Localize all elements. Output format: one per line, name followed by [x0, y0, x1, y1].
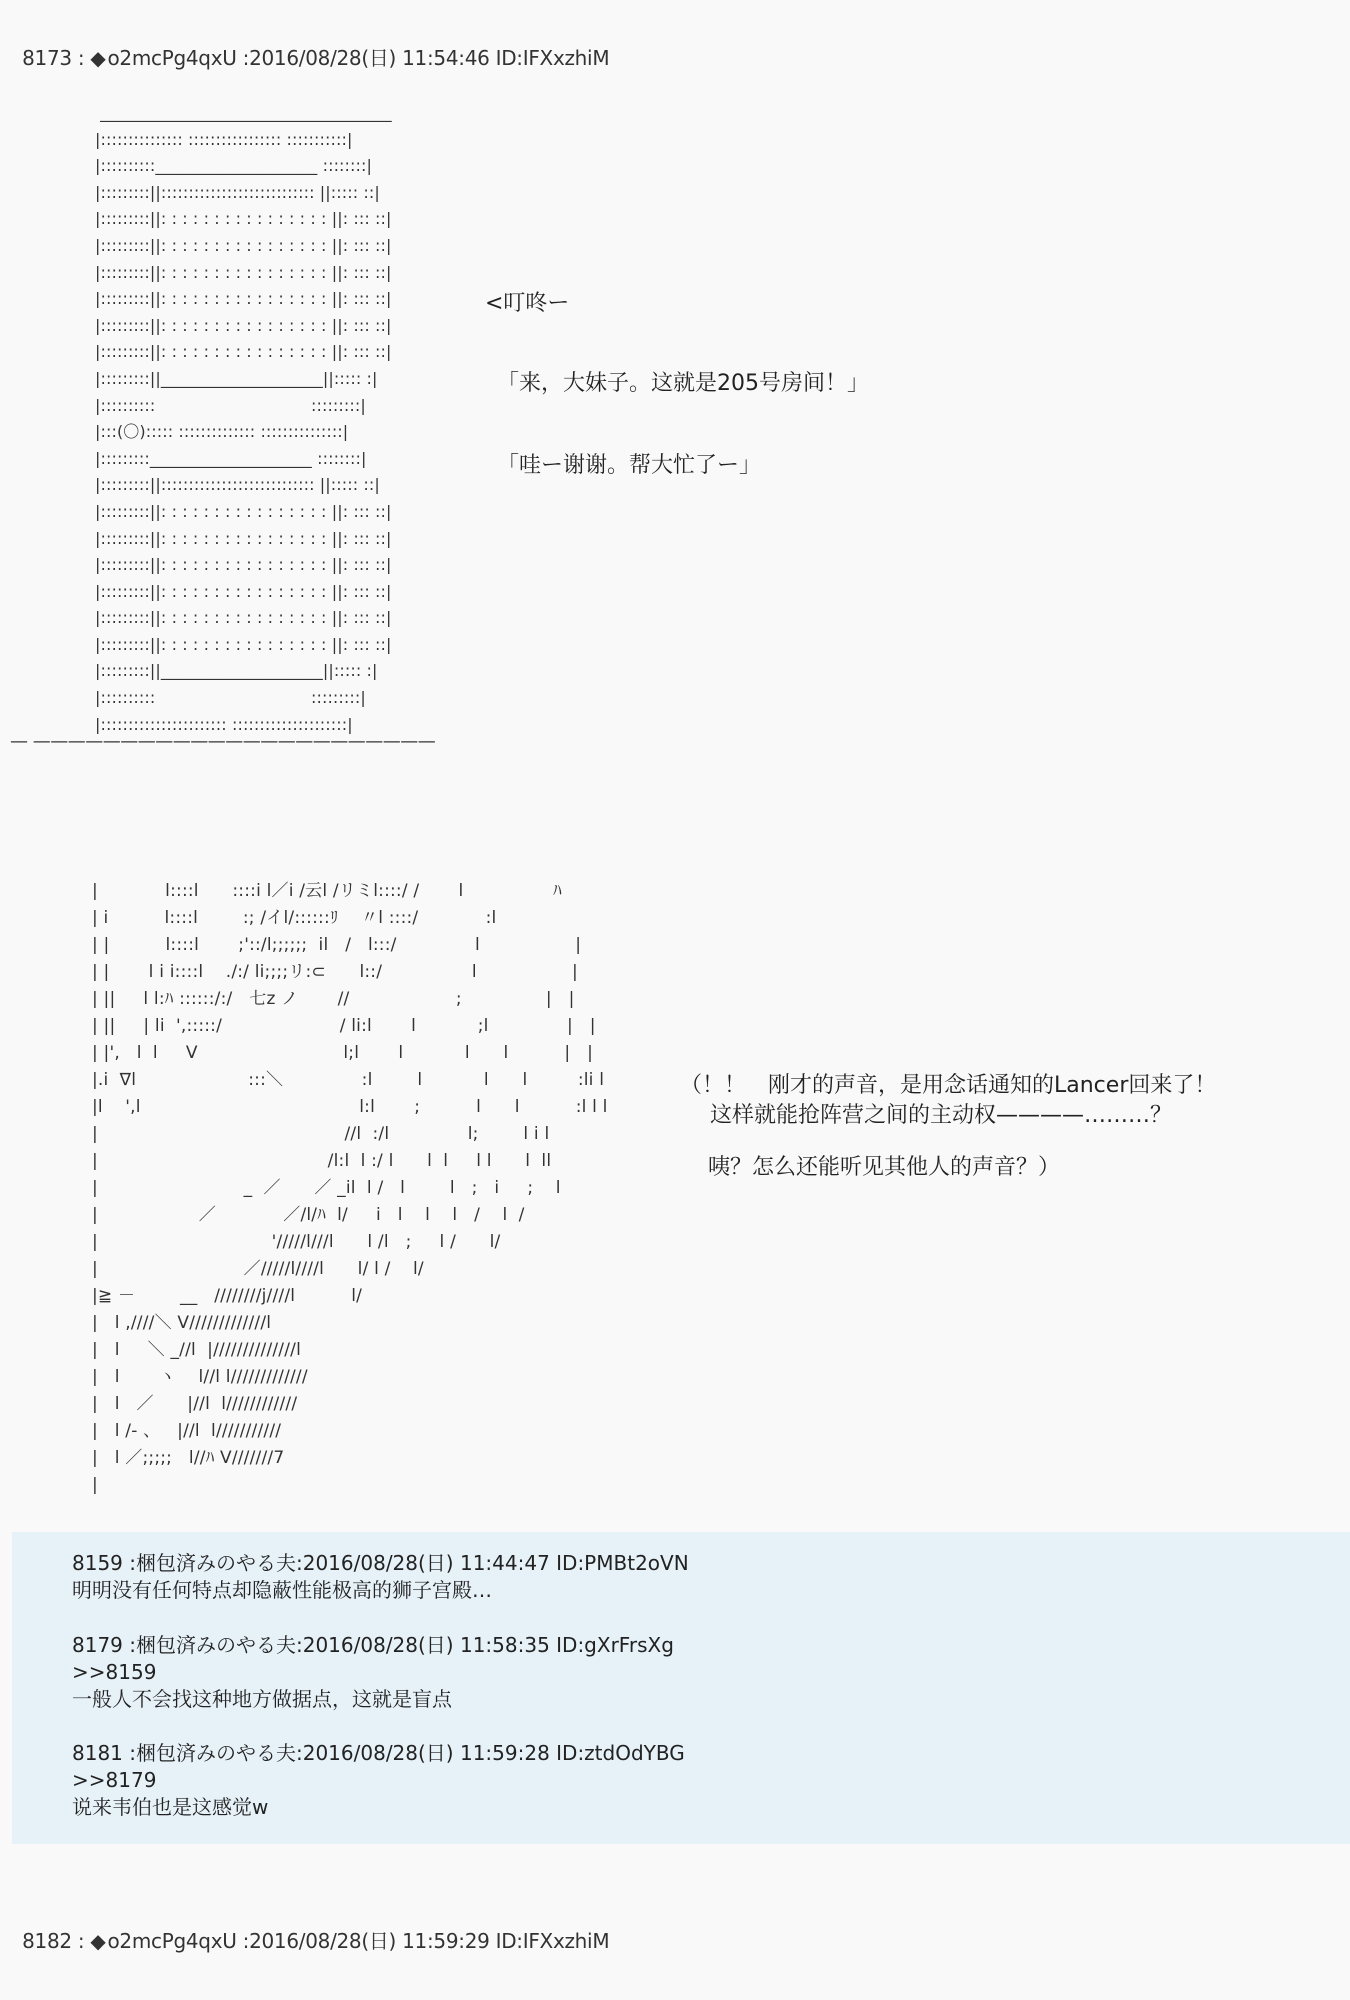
trip-symbol-icon: ◆ — [90, 46, 106, 70]
thought-line-3: 咦？怎么还能听见其他人的声音？） — [708, 1155, 1061, 1180]
comment — [72, 1632, 674, 1713]
comment — [72, 1740, 685, 1821]
comment-header: 8179 :梱包済みのやる夫:2016/08/28(日) 11:58:35 ID:gXrFrsXg — [72, 1633, 674, 1657]
post-number: 8173 — [22, 46, 72, 70]
post-date: 2016/08/28(日) 11:54:46 — [249, 46, 490, 70]
reply-link[interactable]: >>8179 — [72, 1768, 157, 1792]
ascii-art-figure: | l::::l ::::i l／i /云l /リミl::::/ / l ﾊ | i l::::l :; /イl/::::::ﾘ 〃l ::::/ :l | | l::::l ;'::/l;;;;;; il / l:::/ l | | | l i i::::l ./:/ li;;;;リ:⊂ l::/ l | | || l l:ﾊ ::::::/:/ 七z ノ // ; | | | || | li ',:::::/ / li:l l ;l | | | |', l l V l;l l l l | | |.i ∇l :::＼ :l l l l :li l |l ',l l:l ; l l :l l l | //l :/l l; l i l | /l:l l :/ l l l l l l ll | _ ／ ／ _il l / l l ; i ; l | ／ ／/l/ﾊ l/ i l l l / l / | '/////l///l l /l ; l / l/ | ／/////l////l l/ l / l/ |≧ － __ ////////j////l l/ | l ,////＼ V/////////////l | l ＼ _//l |//////////////l | l ヽ l//l l///////////// | l ／ |//l l//////////// | l /- 、 |//l l/////////// | l ／;;;;; l//ﾊ V///////7 | — [92, 881, 608, 1495]
ascii-art-fridge: ____________________________________ |::::::::::::::: ::::::::::::::::: :::::::::::| |::::::::::____________________ ::::::::| |:::::::::||:::::::::::::::::::::::::::: ||::::: ::| |:::::::::||: : : : : : : : : : : : : : : : ||: ::: ::| |:::::::::||: : : : : : : : : : : : : : : : ||: ::: ::| |:::::::::||: : : : : : : : : : : : : : : : ||: ::: ::| |:::::::::||: : : : : : : : : : : : : : : : ||: ::: ::| |:::::::::||: : : : : : : : : : : : : : : : ||: ::: ::| |:::::::::||: : : : : : : : : : : : : : : : ||: ::: ::| |:::::::::||____________________||::::: :| |:::::::::: :::::::::| |:::(〇)::::: :::::::::::::: :::::::::::::::| |:::::::::____________________ ::::::::| |:::::::::||:::::::::::::::::::::::::::: ||::::: ::| |:::::::::||: : : : : : : : : : : : : : : : ||: ::: ::| |:::::::::||: : : : : : : : : : : : : : : : ||: ::: ::| |:::::::::||: : : : : : : : : : : : : : : : ||: ::: ::| |:::::::::||: : : : : : : : : : : : : : : : ||: ::: ::| |:::::::::||: : : : : : : : : : : : : : : : ||: ::: ::| |:::::::::||: : : : : : : : : : : : : : : : ||: ::: ::| |:::::::::||____________________||::::: :| |:::::::::: :::::::::| |::::::::::::::::::::::: :::::::::::::::::::::| — [95, 103, 392, 734]
reply-link[interactable]: >>8159 — [72, 1660, 157, 1684]
dialogue-line-1: 「来，大妹子。这就是205号房间！」 — [497, 371, 869, 396]
dialogue-line-2: 「哇ー谢谢。帮大忙了ー」 — [497, 453, 762, 478]
comment — [72, 1550, 689, 1604]
post-header: 8182 : ◆ o2mcPg4qxU :2016/08/28(日) 11:59:29 ID:IFXxzhiM — [22, 1929, 610, 1953]
post-id: ID:IFXxzhiM — [495, 46, 610, 70]
comment-text: 明明没有任何特点却隐蔽性能极高的狮子宫殿… — [72, 1578, 492, 1602]
comment-text: 一般人不会找这种地方做据点，这就是盲点 — [72, 1687, 452, 1711]
post-number: 8182 — [22, 1929, 72, 1953]
thought-line-2: 这样就能抢阵营之间的主动权————………？ — [710, 1103, 1173, 1128]
post-date: 2016/08/28(日) 11:59:29 — [249, 1929, 490, 1953]
floor-line: — ——————————————————————— — [10, 731, 436, 752]
comment-header: 8181 :梱包済みのやる夫:2016/08/28(日) 11:59:28 ID:ztdOdYBG — [72, 1741, 685, 1765]
thought-line-1: （！！ 刚才的声音，是用念话通知的Lancer回来了！ — [680, 1073, 1217, 1098]
comment-section — [12, 1532, 1350, 1844]
post-id: ID:IFXxzhiM — [495, 1929, 610, 1953]
comment-header: 8159 :梱包済みのやる夫:2016/08/28(日) 11:44:47 ID:PMBt2oVN — [72, 1551, 689, 1575]
trip-symbol-icon: ◆ — [90, 1929, 106, 1953]
poster-trip: o2mcPg4qxU — [107, 46, 237, 70]
poster-trip: o2mcPg4qxU — [107, 1929, 237, 1953]
comment-text: 说来韦伯也是这感觉w — [72, 1795, 269, 1819]
post-header: 8173 : ◆ o2mcPg4qxU :2016/08/28(日) 11:54:46 ID:IFXxzhiM — [22, 46, 610, 70]
dialogue-doorbell: <叮咚ー — [485, 291, 570, 316]
